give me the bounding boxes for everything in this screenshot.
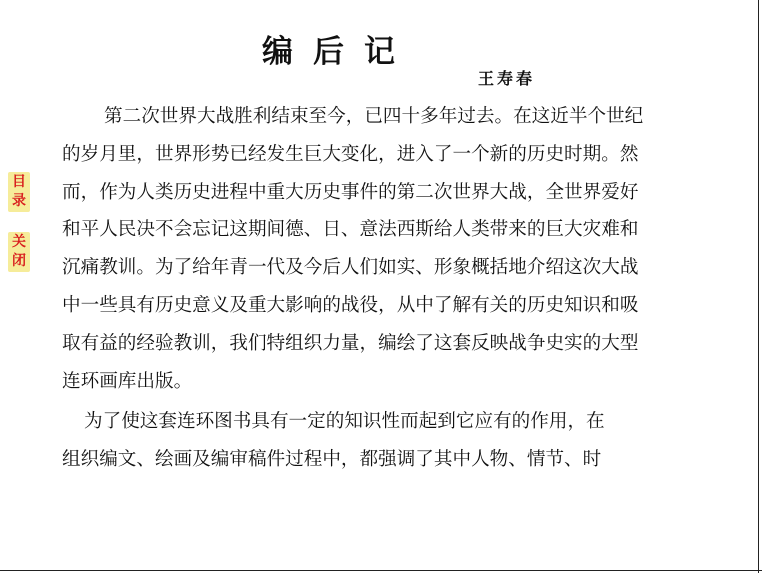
side-nav <box>8 172 32 272</box>
text-line: 组织编文、绘画及编审稿件过程中，都强调了其中人物、情节、时 <box>62 449 602 471</box>
text-line: 为了使这套连环图书具有一定的知识性而起到它应有的作用，在 <box>84 411 605 433</box>
frame-bottom-border <box>0 570 762 571</box>
author-name: 王寿春 <box>478 69 536 88</box>
frame-right-border <box>758 0 759 573</box>
close-button-char: 关 <box>12 234 26 250</box>
text-line: 的岁月里，世界形势已经发生巨大变化，进入了一个新的历史时期。然 <box>62 143 639 165</box>
body-text <box>62 98 708 479</box>
text-line: 而，作为人类历史进程中重大历史事件的第二次世界大战，全世界爱好 <box>62 181 639 203</box>
text-line: 第二次世界大战胜利结束至今，已四十多年过去。在这近半个世纪 <box>104 106 644 127</box>
text-line: 中一些具有历史意义及重大影响的战役，从中了解有关的历史知识和吸 <box>62 294 639 316</box>
text-line: 沉痛教训。为了给年青一代及今后人们如实、形象概括地介绍这次大战 <box>62 257 639 279</box>
contents-button-char: 录 <box>12 193 26 209</box>
close-button-char: 闭 <box>12 253 26 269</box>
contents-button-char: 目 <box>12 174 26 190</box>
title-char: 记 <box>364 34 415 70</box>
contents-button[interactable] <box>8 172 30 212</box>
text-line: 取有益的经验教训，我们特组织力量，编绘了这套反映战争史实的大型 <box>62 332 639 354</box>
text-line: 和平人民决不会忘记这期间德、日、意法西斯给人类带来的巨大灾难和 <box>62 219 639 241</box>
page-title <box>262 26 432 71</box>
text-line: 连环画库出版。 <box>62 370 193 392</box>
title-char: 后 <box>313 34 364 70</box>
close-button[interactable] <box>8 232 30 272</box>
title-char: 编 <box>262 34 313 70</box>
